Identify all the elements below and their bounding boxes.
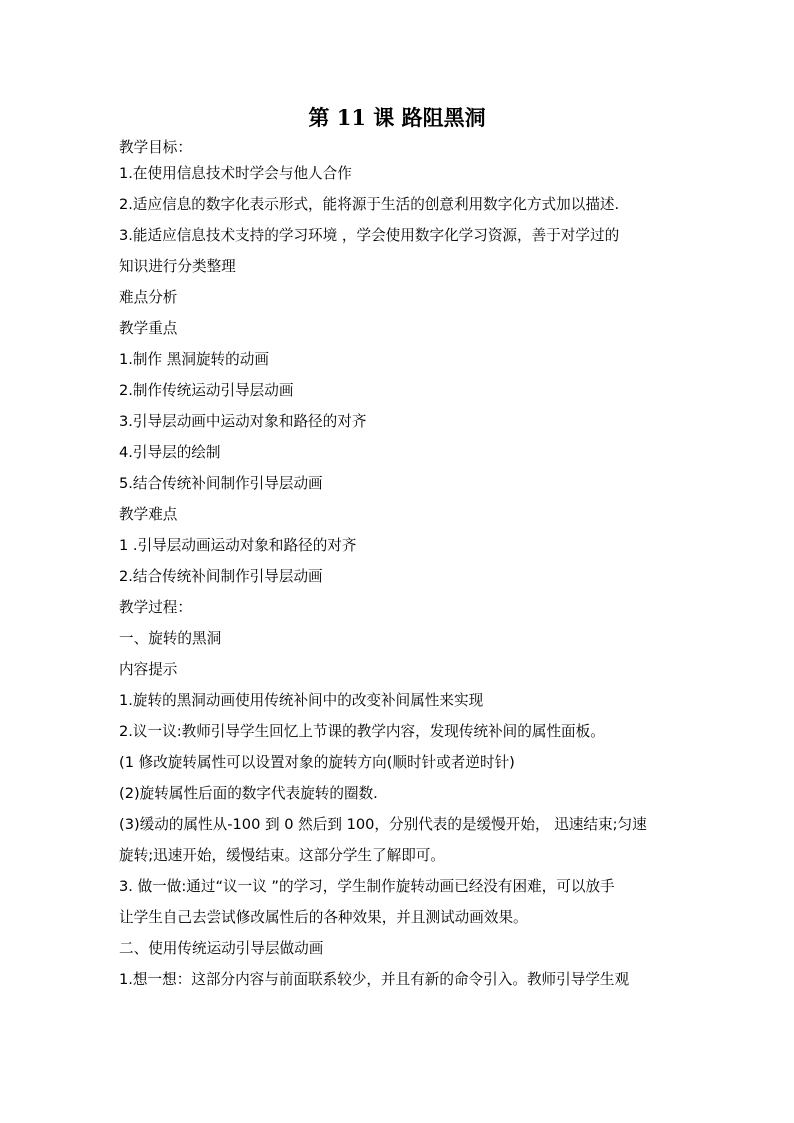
text-line: 1.旋转的黑洞动画使用传统补间中的改变补间属性来实现 — [119, 692, 484, 709]
text-line: 5.结合传统补间制作引导层动画 — [119, 475, 323, 492]
text-line: 3.能适应信息技术支持的学习环境 ，学会使用数字化学习资源，善于对学过的 — [119, 227, 620, 244]
text-line: 2.议一议:教师引导学生回忆上节课的教学内容，发现传统补间的属性面板。 — [119, 723, 605, 740]
text-line: 1.想一想：这部分内容与前面联系较少，并且有新的命令引入。教师引导学生观 — [119, 971, 630, 988]
text-line: 3.引导层动画中运动对象和路径的对齐 — [119, 413, 367, 430]
text-line: 2.制作传统运动引导层动画 — [119, 382, 294, 399]
text-line: 让学生自己去尝试修改属性后的各种效果，并且测试动画效果。 — [119, 909, 528, 926]
text-line: 二、使用传统运动引导层做动画 — [119, 940, 324, 957]
text-line: 4.引导层的绘制 — [119, 444, 221, 461]
text-line: 教学过程： — [119, 599, 192, 616]
text-line: 1.在使用信息技术时学会与他人合作 — [119, 165, 352, 182]
text-line: (1 修改旋转属性可以设置对象的旋转方向(顺时针或者逆时针) — [119, 754, 515, 771]
text-line: 1 .引导层动画运动对象和路径的对齐 — [119, 537, 357, 554]
document-title: 第 11 课 路阻黑洞 — [308, 105, 486, 130]
text-line: 难点分析 — [119, 289, 178, 306]
text-line: 1.制作 黑洞旋转的动画 — [119, 351, 269, 368]
text-line: 知识进行分类整理 — [119, 258, 236, 275]
text-line: 旋转;迅速开始，缓慢结束。这部分学生了解即可。 — [119, 847, 445, 864]
text-line: 一、旋转的黑洞 — [119, 630, 222, 647]
text-line: 2.适应信息的数字化表示形式，能将源于生活的创意利用数字化方式加以描述. — [119, 196, 620, 213]
text-line: 2.结合传统补间制作引导层动画 — [119, 568, 323, 585]
text-line: 内容提示 — [119, 661, 178, 678]
text-line: (2)旋转属性后面的数字代表旋转的圈数. — [119, 785, 378, 802]
text-line: 教学目标： — [119, 139, 192, 156]
text-line: (3)缓动的属性从-100 到 0 然后到 100，分别代表的是缓慢开始， 迅速结束;匀速 — [119, 816, 647, 833]
text-line: 教学难点 — [119, 506, 178, 523]
text-line: 教学重点 — [119, 320, 178, 337]
text-line: 3. 做一做:通过“议一议 ”的学习，学生制作旋转动画已经没有困难，可以放手 — [119, 878, 615, 895]
